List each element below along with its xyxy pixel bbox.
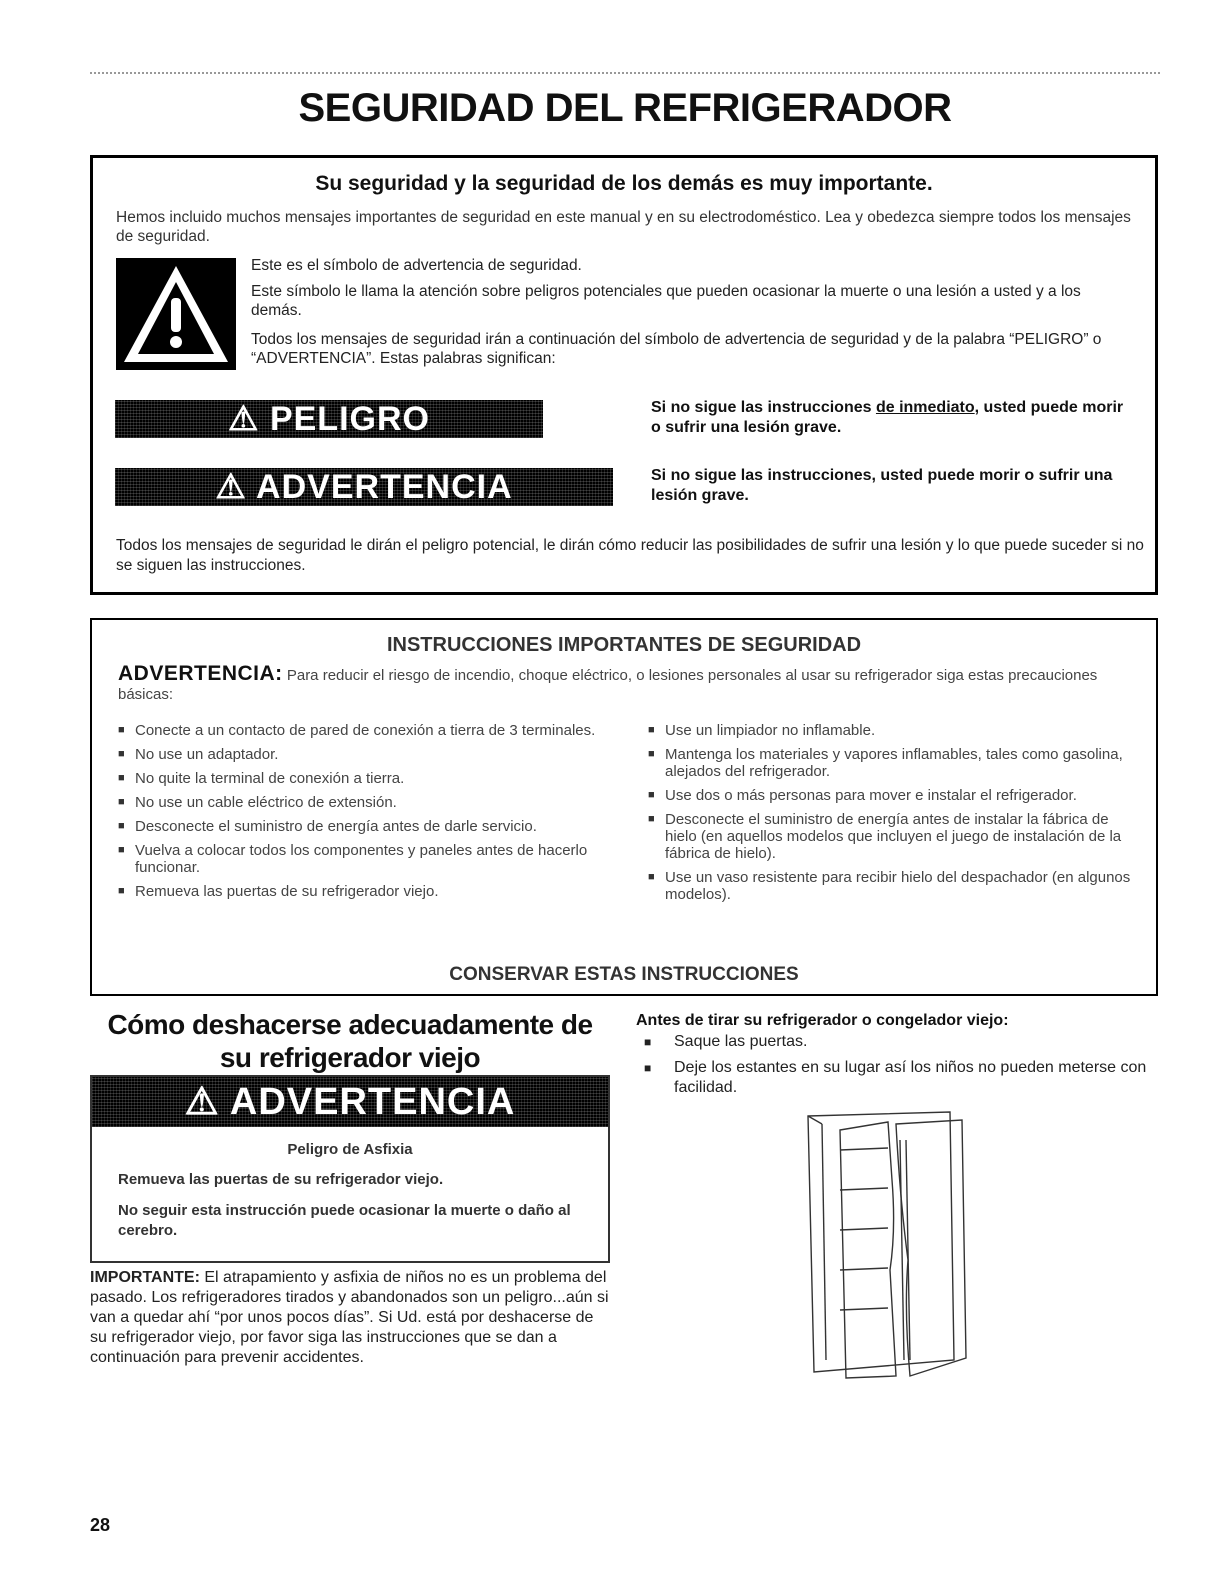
list-item: ■ Desconecte el suministro de energía antes de instalar la fábrica de hielo (en aquellos modelos que incluyen el juego de instalación de la fábrica de hielo). (648, 811, 1138, 862)
important-paragraph (90, 1268, 610, 1368)
list-item: ■ No use un cable eléctrico de extensión. (118, 794, 618, 811)
advertencia-banner (92, 1077, 608, 1127)
hazard-line-1: Remueva las puertas de su refrigerador viejo. (118, 1171, 444, 1188)
peligro-desc-pre: Si no sigue las instrucciones (651, 399, 876, 416)
instructions-warning-label: ADVERTENCIA: (118, 662, 283, 685)
warning-triangle-icon: ⚠ (228, 400, 260, 438)
list-item: ■ No use un adaptador. (118, 746, 618, 763)
page-title: SEGURIDAD DEL REFRIGERADOR (298, 86, 952, 130)
symbol-paragraph-1: Este es el símbolo de advertencia de seguridad. (251, 257, 582, 274)
instructions-heading: INSTRUCCIONES IMPORTANTES DE SEGURIDAD (386, 634, 862, 656)
list-item: ■ Deje los estantes en su lugar así los niños no pueden meterse con facilidad. (644, 1058, 1164, 1098)
safety-intro: Hemos incluido muchos mensajes importantes de seguridad en este manual y en su electrodoméstico. Lea y obedezca siempre todos los mensajes de seguridad. (116, 209, 1131, 245)
symbol-paragraph-2: Este símbolo le llama la atención sobre peligros potenciales que pueden ocasionar la muerte o una lesión a usted y a los demás. (251, 283, 1081, 319)
list-item: ■ No quite la terminal de conexión a tierra. (118, 770, 618, 787)
warning-triangle-icon: ⚠ (215, 468, 247, 506)
list-item: ■ Use dos o más personas para mover e instalar el refrigerador. (648, 787, 1138, 804)
advertencia-banner (115, 468, 613, 506)
list-item: ■ Use un limpiador no inflamable. (648, 722, 1138, 739)
list-item: ■ Mantenga los materiales y vapores inflamables, tales como gasolina, alejados del refrigerador. (648, 746, 1138, 780)
list-item: ■ Vuelva a colocar todos los componentes y paneles antes de hacerlo funcionar. (118, 842, 618, 876)
page-number: 28 (90, 1515, 111, 1535)
peligro-banner (115, 400, 543, 438)
instructions-warning (118, 664, 1138, 704)
peligro-desc-underlined: de inmediato (875, 399, 975, 416)
warning-triangle-icon: ⚠ (184, 1081, 220, 1123)
disposal-title: Cómo deshacerse adecuadamente de su refrigerador viejo (107, 1009, 593, 1073)
symbol-paragraph-3: Todos los mensajes de seguridad irán a continuación del símbolo de advertencia de seguridad y de la palabra “PELIGRO” o “ADVERTENCIA”. Estas palabras significan: (251, 331, 1102, 367)
safety-box-heading: Su seguridad y la seguridad de los demás es muy importante. (315, 172, 933, 195)
list-item: ■ Conecte a un contacto de pared de conexión a tierra de 3 terminales. (118, 722, 618, 739)
list-item: ■ Remueva las puertas de su refrigerador viejo. (118, 883, 618, 900)
hazard-line-2: No seguir esta instrucción puede ocasionar la muerte o daño al cerebro. (118, 1202, 571, 1239)
top-dotted-rule (90, 72, 1160, 74)
peligro-label: PELIGRO (269, 400, 430, 438)
list-item: ■ Saque las puertas. (644, 1032, 1164, 1052)
advertencia-description: Si no sigue las instrucciones, usted puede morir o sufrir una lesión grave. (651, 467, 1113, 504)
list-item: ■ Use un vaso resistente para recibir hielo del despachador (en algunos modelos). (648, 869, 1138, 903)
instructions-right-list (648, 722, 1138, 910)
important-text: El atrapamiento y asfixia de niños no es un problema del pasado. Los refrigeradores tirados y abandonados son un peligro...aún si van a quedar ahí “por unos pocos días”. Si Ud. está por deshacerse de su refrigerador viejo, por favor siga las instrucciones que se dan a continuación para prevenir accidentes. (90, 1269, 609, 1366)
before-disposal-heading: Antes de tirar su refrigerador o congelador viejo: (636, 1012, 1009, 1029)
asphyxia-warning-box (90, 1075, 610, 1263)
peligro-desc-post: , usted puede morir o sufrir una lesión grave. (651, 399, 1124, 436)
disposal-steps (644, 1032, 1164, 1104)
list-item: ■ Desconecte el suministro de energía antes de darle servicio. (118, 818, 618, 835)
safety-message-box (90, 155, 1158, 595)
instructions-left-list (118, 722, 618, 907)
important-instructions-box (90, 618, 1158, 996)
important-label: IMPORTANTE: (90, 1269, 200, 1286)
warning-banner-label: ADVERTENCIA (229, 1081, 516, 1123)
instructions-footer: CONSERVAR ESTAS INSTRUCCIONES (449, 964, 799, 985)
instructions-warning-text: Para reducir el riesgo de incendio, choque eléctrico, o lesiones personales al usar su refrigerador siga estas precauciones básicas: (118, 667, 1098, 703)
safety-outro: Todos los mensajes de seguridad le dirán el peligro potencial, le dirán cómo reducir las posibilidades de sufrir una lesión y lo que puede suceder si no se siguen las instrucciones. (116, 537, 1144, 574)
peligro-description (651, 398, 1131, 438)
warning-triangle-icon (116, 258, 236, 370)
advertencia-label: ADVERTENCIA (256, 468, 513, 506)
refrigerator-doors-open-icon (800, 1110, 980, 1380)
hazard-title: Peligro de Asfixia (287, 1141, 413, 1158)
